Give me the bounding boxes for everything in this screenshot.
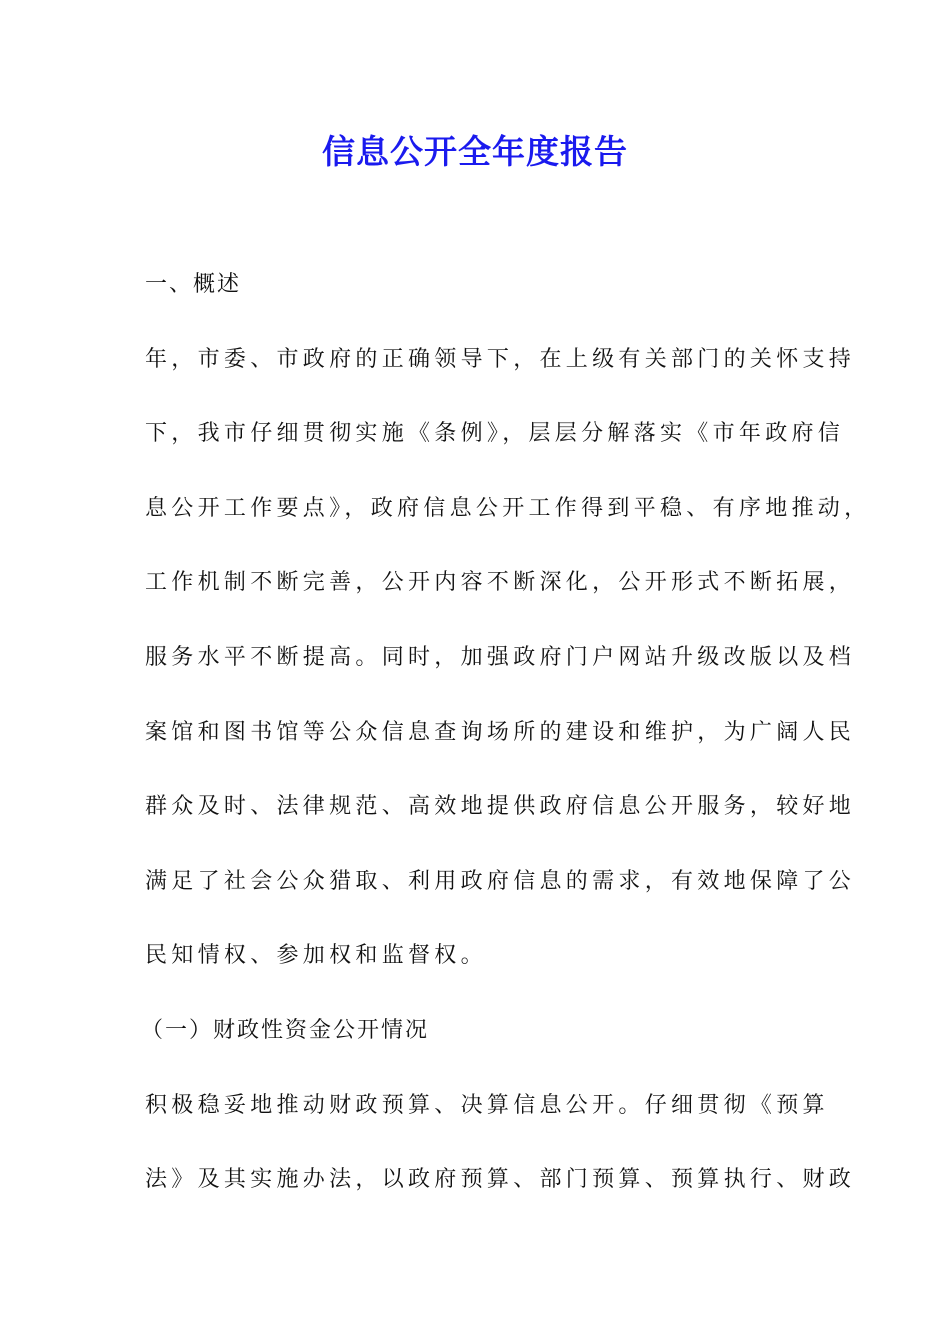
paragraph-line: 下，我市仔细贯彻实施《条例》，层层分解落实《市年政府信 xyxy=(145,421,845,447)
paragraph-line: 积极稳妥地推动财政预算、决算信息公开。仔细贯彻《预算 xyxy=(145,1092,829,1118)
paragraph-overview xyxy=(145,337,871,1008)
paragraph-line: 服务水平不断提高。同时，加强政府门户网站升级改版以及档 xyxy=(145,644,856,670)
subsection-heading: （一）财政性资金公开情况 xyxy=(141,1017,430,1043)
paragraph-line: 案馆和图书馆等公众信息查询场所的建设和维护，为广阔人民 xyxy=(145,719,856,745)
paragraph-line: 法》及其实施办法，以政府预算、部门预算、预算执行、财政 xyxy=(145,1167,856,1193)
paragraph-line: 年，市委、市政府的正确领导下，在上级有关部门的关怀支持 xyxy=(145,346,856,372)
paragraph-line: 满足了社会公众猎取、利用政府信息的需求，有效地保障了公 xyxy=(145,868,856,894)
document-title: 信息公开全年度报告 xyxy=(322,132,628,171)
paragraph-line: 息公开工作要点》，政府信息公开工作得到平稳、有序地推动， xyxy=(145,495,871,521)
paragraph-line: 群众及时、法律规范、高效地提供政府信息公开服务，较好地 xyxy=(145,794,856,820)
paragraph-line: 民知情权、参加权和监督权。 xyxy=(145,943,487,969)
paragraph-line: 工作机制不断完善，公开内容不断深化，公开形式不断拓展， xyxy=(145,570,856,596)
document-body xyxy=(141,262,871,1232)
paragraph-fiscal-funds xyxy=(145,1083,856,1232)
section-heading: 一、概述 xyxy=(145,272,242,297)
